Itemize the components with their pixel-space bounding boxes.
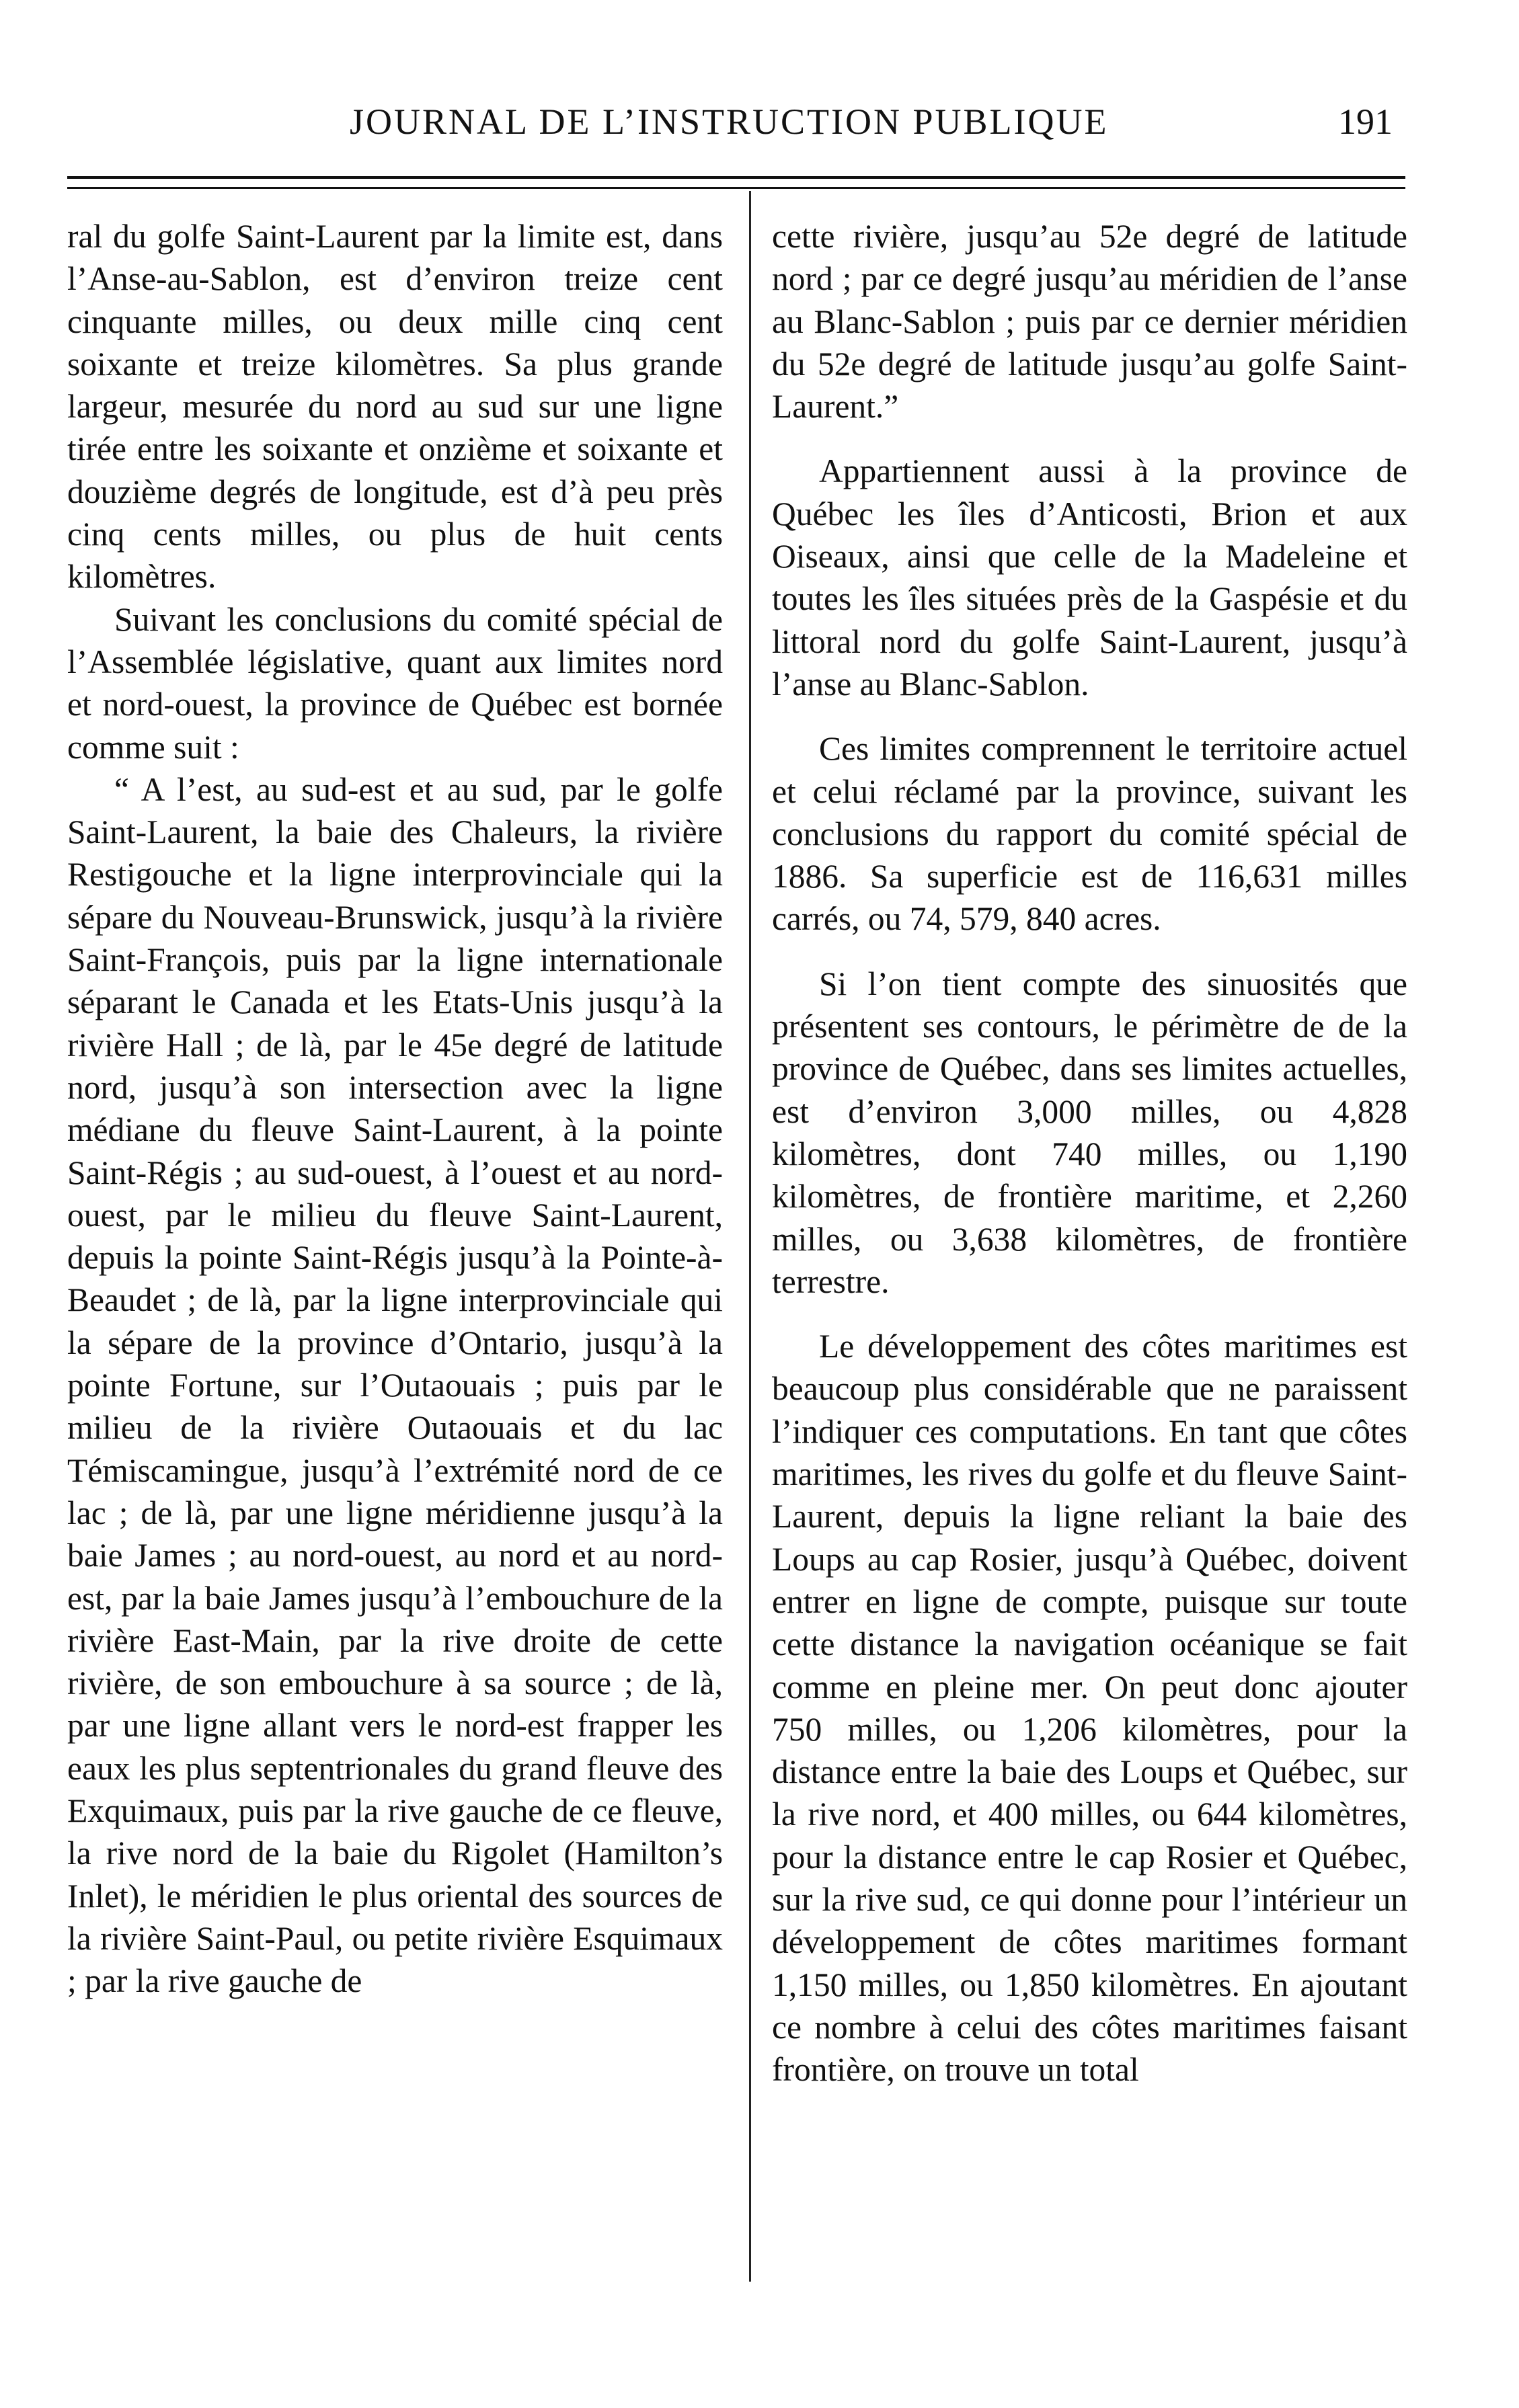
paragraph: Suivant les conclusions du comité spécial de l’Assemblée législative, quant aux limites nord et nord-ouest, la province de Québec est bornée comme suit : <box>67 600 723 766</box>
header-rule-bottom <box>67 187 1405 189</box>
paragraph-continuation: cette rivière, jusqu’au 52e degré de latitude nord ; par ce degré jusqu’au méridien de l’anse au Blanc-Sablon ; puis par ce dernier méridien du 52e degré de latitude jusqu’au golfe Saint-Laurent.” <box>772 218 1407 426</box>
paragraph: Appartiennent aussi à la province de Québec les îles d’Anticosti, Brion et aux Oiseaux, ainsi que celle de la Madeleine et toutes les îles situées près de la Gaspésie et du littoral nord du golfe Saint-Laurent, jusqu’à l’anse au Blanc-Sablon. <box>772 452 1407 703</box>
right-column <box>772 215 1407 2091</box>
column-divider <box>749 191 751 2282</box>
paragraph: Ces limites comprennent le territoire actuel et celui réclamé par la province, suivant les conclusions du rapport du comité spécial de 1886. Sa superficie est de 116,631 milles carrés, ou 74, 579, 840 acres. <box>772 730 1407 938</box>
paragraph: Le développement des côtes maritimes est beaucoup plus considérable que ne paraissent l’indiquer ces computations. En tant que côtes maritimes, les rives du golfe et du fleuve Saint-Laurent, depuis la ligne reliant la baie des Loups au cap Rosier, jusqu’à Québec, doivent entrer en ligne de compte, puisque sur toute cette distance la navigation océanique se fait comme en pleine mer. On peut donc ajouter 750 milles, ou 1,206 kilomètres, pour la distance entre la baie des Loups et Québec, sur la rive nord, et 400 milles, ou 644 kilomètres, pour la distance entre le cap Rosier et Québec, sur la rive sud, ce qui donne pour l’intérieur un développement de côtes maritimes formant 1,150 milles, ou 1,850 kilomètres. En ajoutant ce nombre à celui des côtes maritimes faisant frontière, on trouve un total <box>772 1328 1407 2089</box>
running-title: JOURNAL DE L’INSTRUCTION PUBLIQUE <box>350 102 1109 142</box>
header-rule-top <box>67 176 1405 179</box>
page-number: 191 <box>1338 102 1393 142</box>
page-header <box>0 0 1519 175</box>
paragraph: Si l’on tient compte des sinuosités que présentent ses contours, le périmètre de de la province de Québec, dans ses limites actuelles, est d’environ 3,000 milles, ou 4,828 kilomètres, dont 740 milles, ou 1,190 kilomètres, de frontière maritime, et 2,260 milles, ou 3,638 kilomètres, de frontière terrestre. <box>772 965 1407 1300</box>
paragraph-quotation: “ A l’est, au sud-est et au sud, par le golfe Saint-Laurent, la baie des Chaleurs, la rivière Restigouche et la ligne interprovinciale qui la sépare du Nouveau-Brunswick, jusqu’à la rivière Saint-François, puis par la ligne internationale séparant le Canada et les Etats-Unis jusqu’à la rivière Hall ; de là, par le 45e degré de latitude nord, jusqu’à son intersection avec la ligne médiane du fleuve Saint-Laurent, à la pointe Saint-Régis ; au sud-ouest, à l’ouest et au nord-ouest, par le milieu du fleuve Saint-Laurent, depuis la pointe Saint-Régis jusqu’à la Pointe-à-Beaudet ; de là, par la ligne interprovinciale qui la sépare de la province d’Ontario, jusqu’à la pointe Fortune, sur l’Outaouais ; puis par le milieu de la rivière Outaouais et du lac Témiscamingue, jusqu’à l’extrémité nord de ce lac ; de là, par une ligne méridienne jusqu’à la baie James ; au nord-ouest, au nord et au nord-est, par la baie James jusqu’à l’embouchure de la rivière East-Main, par la rive droite de cette rivière, de son embouchure à sa source ; de là, par une ligne allant vers le nord-est frapper les eaux les plus septentrionales du grand fleuve des Exquimaux, puis par la rive gauche de ce fleuve, la rive nord de la baie du Rigolet (Hamilton’s Inlet), le méridien le plus oriental des sources de la rivière Saint-Paul, ou petite rivière Esquimaux ; par la rive gauche de <box>67 770 723 2000</box>
left-column <box>67 215 723 2002</box>
paragraph-continuation: ral du golfe Saint-Laurent par la limite est, dans l’Anse-au-Sablon, est d’environ treize cent cinquante milles, ou deux mille cinq cent soixante et treize kilomètres. Sa plus grande largeur, mesurée du nord au sud sur une ligne tirée entre les soixante et onzième et soixante et douzième degrés de longitude, est d’à peu près cinq cents milles, ou plus de huit cents kilomètres. <box>67 218 723 596</box>
